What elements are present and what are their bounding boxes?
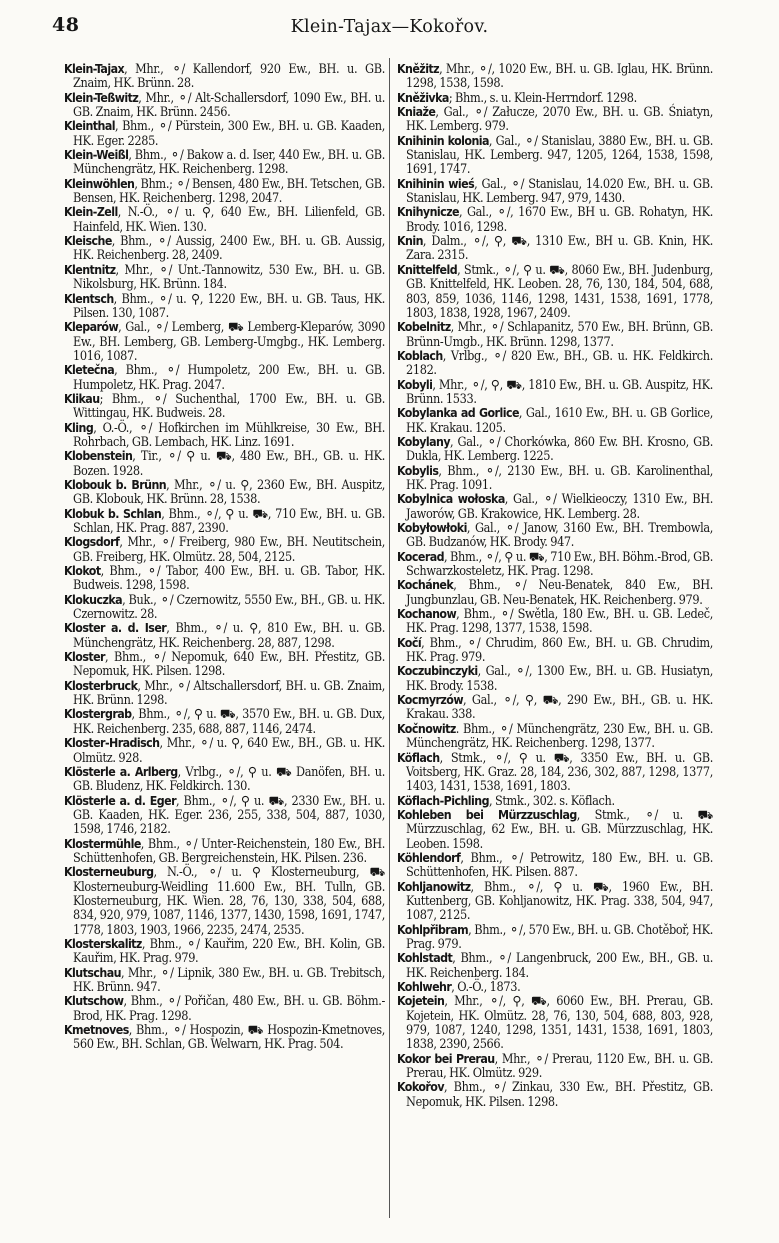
- place-name: Kočnowitz: [397, 721, 456, 736]
- place-details: , O.-Ö., 1873.: [451, 979, 521, 994]
- place-name: Klosterbruck: [64, 678, 138, 693]
- place-details: , Bhm., ⚬/, 2130 Ew., BH. u. GB. Karolinenthal, HK. Prag. 1091.: [406, 462, 713, 492]
- place-name: Klösterle a. d. Eger: [64, 793, 176, 808]
- place-name: Kleinthal: [64, 119, 116, 134]
- place-details: , Tir., ⚬/ ⚲ u. ⛟, 480 Ew., BH., GB. u. HK. Bozen. 1928.: [73, 448, 385, 478]
- place-entry: [64, 205, 385, 234]
- place-entry: [64, 865, 385, 937]
- place-entry: [64, 650, 385, 679]
- place-details: , Mhr., ⚬/ u. ⚲, 2360 Ew., BH. Auspitz, GB. Klobouk, HK. Brünn. 28, 1538.: [73, 476, 385, 507]
- place-name: Kloster a. d. Iser: [64, 621, 167, 636]
- place-details: , Gal., ⚬/ Janow, 3160 Ew., BH. Trembowla, GB. Budzanów, HK. Brody. 947.: [406, 520, 713, 550]
- place-details: , Bhm.; ⚬/ Bensen, 480 Ew., BH. Tetschen, GB. Bensen, HK. Reichenberg. 1298, 2047.: [73, 175, 385, 206]
- place-name: Kochanow: [397, 607, 457, 622]
- place-entry: [64, 937, 385, 966]
- page-number: 48: [52, 14, 80, 36]
- place-details: , Gal., ⚬/, ⚲, ⛟, 290 Ew., BH., GB. u. HK. Krakau. 338.: [406, 692, 713, 722]
- place-details: , Bhm., ⚬/ Zinkau, 330 Ew., BH. Přestitz, GB. Nepomuk, HK. Pilsen. 1298.: [406, 1079, 713, 1109]
- place-entry: [64, 507, 385, 536]
- place-entry: [397, 607, 713, 636]
- place-name: Koblach: [397, 348, 443, 363]
- place-entry: [64, 621, 385, 650]
- place-entry: [64, 966, 385, 995]
- place-entry: [397, 636, 713, 665]
- left-column: [64, 62, 385, 1052]
- place-entry: [397, 62, 713, 91]
- place-details: , Bhm., ⚬/ Pürstein, 300 Ew., BH. u. GB. Kaaden, HK. Eger. 2285.: [73, 118, 385, 148]
- place-details: ; Bhm., ⚬/ Suchenthal, 1700 Ew., BH. u. GB. Wittingau, HK. Budweis. 28.: [73, 390, 385, 421]
- place-entry: [64, 535, 385, 564]
- place-name: Knittelfeld: [397, 262, 458, 277]
- place-name: Kochánek: [397, 578, 454, 593]
- place-entry: [397, 234, 713, 263]
- place-name: Klobuk b. Schlan: [64, 506, 162, 521]
- place-details: , Bhm., ⚬/, ⚲ u. ⛟, 710 Ew., BH. Böhm.-Brod, GB. Schwarzkosteletz, HK. Prag. 1298.: [406, 548, 713, 579]
- place-details: , Gal., ⚬/ Załucze, 2070 Ew., BH. u. GB. Śniatyn, HK. Lemberg. 979.: [406, 104, 713, 134]
- place-name: Kokořov: [397, 1080, 445, 1095]
- place-entry: [397, 808, 713, 851]
- place-details: , Stmk., ⚬/, ⚲ u. ⛟, 3350 Ew., BH. u. GB. Voitsberg, HK. Graz. 28, 184, 236, 302, 887, 1298, 1377, 1403, 1431, 1538, 1691, 1803.: [406, 749, 713, 794]
- place-entry: [397, 693, 713, 722]
- place-name: Klokot: [64, 564, 101, 579]
- place-entry: [397, 722, 713, 751]
- place-name: Köflach: [397, 750, 440, 765]
- column-divider: [389, 58, 390, 1218]
- place-name: Kleinwöhlen: [64, 176, 135, 191]
- place-entry: [397, 464, 713, 493]
- place-details: , Mhr., ⚬/ Kallendorf, 920 Ew., BH. u. GB. Znaim, HK. Brünn. 28.: [73, 61, 385, 91]
- place-name: Klosterneuburg: [64, 865, 154, 880]
- place-details: , Bhm., ⚬/ Langenbruck, 200 Ew., BH., GB. u. HK. Reichenberg. 184.: [406, 950, 713, 980]
- place-entry: [397, 951, 713, 980]
- place-entry: [64, 765, 385, 794]
- place-entry: [64, 148, 385, 177]
- place-name: Köflach-Pichling: [397, 793, 489, 808]
- place-details: . Bhm., ⚬/ Münchengrätz, 230 Ew., BH. u. GB. Münchengrätz, HK. Reichenberg. 1298, 1377.: [406, 720, 713, 751]
- place-details: , Bhm., ⚬/ Chrudim, 860 Ew., BH. u. GB. Chrudim, HK. Prag. 979.: [406, 634, 713, 665]
- place-entry: [397, 435, 713, 464]
- place-name: Kmetnoves: [64, 1023, 129, 1038]
- place-details: , Bhm., ⚬/ Aussig, 2400 Ew., BH. u. GB. Aussig, HK. Reichenberg. 28, 2409.: [73, 233, 385, 263]
- place-entry: [397, 378, 713, 407]
- place-entry: [64, 421, 385, 450]
- place-entry: [397, 406, 713, 435]
- place-entry: [64, 292, 385, 321]
- place-entry: [397, 578, 713, 607]
- place-entry: [64, 707, 385, 736]
- place-name: Kněžitz: [397, 62, 440, 76]
- place-name: Koczubinczyki: [397, 664, 478, 679]
- place-details: , Bhm., ⚬/ Nepomuk, 640 Ew., BH. Přestitz, GB. Nepomuk, HK. Pilsen. 1298.: [73, 649, 385, 679]
- place-entry: [64, 392, 385, 421]
- place-details: , Bhm., ⚬/, ⚲ u. ⛟, 2330 Ew., BH. u. GB. Kaaden, HK. Eger. 236, 255, 338, 504, 887, 1030, 1598, 1746, 2182.: [73, 792, 385, 837]
- place-entry: [397, 205, 713, 234]
- place-name: Kloster-Hradisch: [64, 736, 160, 751]
- place-name: Kobylnica wołoska: [397, 492, 505, 507]
- place-details: , Bhm., ⚬/, ⚲ u. ⛟, 710 Ew., BH. u. GB. Schlan, HK. Prag. 887, 2390.: [73, 505, 385, 535]
- place-details: , Bhm., ⚬/, 570 Ew., BH. u. GB. Chotěboř, HK. Prag. 979.: [406, 921, 713, 951]
- place-name: Kobylanka ad Gorlice: [397, 406, 519, 421]
- place-name: Kling: [64, 420, 94, 435]
- place-name: Klein-Tajax: [64, 62, 125, 76]
- place-details: , Mhr., ⚬/ Alt-Schallersdorf, 1090 Ew., BH. u. GB. Znaim, HK. Brünn. 2456.: [73, 89, 385, 120]
- place-name: Kleparów: [64, 320, 119, 335]
- place-entry: [64, 449, 385, 478]
- place-entry: [397, 521, 713, 550]
- place-entry: [397, 105, 713, 134]
- place-details: , Stmk., ⚬/, ⚲ u. ⛟, 8060 Ew., BH. Judenburg, GB. Knittelfeld, HK. Leoben. 28, 76, 130, 184, 504, 688, 803, 859, 1036, 1146, 1298, 1431, 1538, 1691, 1778, 1803, 1838, 1928, 1967, 2409.: [406, 261, 713, 320]
- place-name: Kočí: [397, 635, 422, 650]
- place-entry: [64, 679, 385, 708]
- place-details: , Gal., 1610 Ew., BH. u. GB Gorlice, HK. Krakau. 1205.: [406, 405, 713, 435]
- place-name: Kobyli: [397, 377, 433, 392]
- place-name: Klosterskalitz: [64, 936, 142, 951]
- place-name: Kohlstadt: [397, 951, 453, 966]
- place-details: , Bhm., ⚬/ Neu-Benatek, 840 Ew., BH. Jungbunzlau, GB. Neu-Benatek, HK. Reichenberg. 979.: [406, 577, 713, 607]
- place-entry: [64, 994, 385, 1023]
- place-entry: [64, 593, 385, 622]
- place-name: Kobylany: [397, 434, 451, 449]
- place-details: , Stmk., ⚬/ u. ⛟ Mürzzuschlag, 62 Ew., BH. u. GB. Mürzzuschlag, HK. Leoben. 1598.: [406, 806, 714, 851]
- place-details: , Bhm., ⚬/ Kauřim, 220 Ew., BH. Kolin, GB. Kauřim, HK. Prag. 979.: [73, 935, 385, 966]
- place-name: Knin: [397, 234, 423, 249]
- place-name: Kohlwehr: [397, 980, 452, 994]
- place-entry: [397, 664, 713, 693]
- place-name: Kohljanowitz: [397, 879, 471, 894]
- place-entry: [397, 923, 713, 952]
- place-name: Klein-Teßwitz: [64, 90, 139, 105]
- place-details: , Mhr., ⚬/, ⚲, ⛟, 1810 Ew., BH. u. GB. Auspitz, HK. Brünn. 1533.: [406, 376, 713, 406]
- place-name: Kobyłowłoki: [397, 521, 467, 535]
- place-name: Kněživka: [397, 90, 449, 105]
- place-details: , Gal., ⚬/ Chorkówka, 860 Ew. BH. Krosno, GB. Dukla, HK. Lemberg. 1225.: [406, 433, 713, 464]
- place-details: , Bhm., ⚬/ Bakow a. d. Iser, 440 Ew., BH. u. GB. Münchengrätz, HK. Reichenberg. 1298.: [73, 147, 385, 177]
- place-details: , Mhr., ⚬/, 1020 Ew., BH. u. GB. Iglau, HK. Brünn. 1298, 1538, 1598.: [406, 61, 713, 91]
- place-details: , N.-Ö., ⚬/ u. ⚲, 640 Ew., BH. Lilienfeld, GB. Hainfeld, HK. Wien. 130.: [73, 204, 385, 234]
- place-name: Klösterle a. Arlberg: [64, 764, 178, 779]
- place-entry: [64, 62, 385, 91]
- place-name: Kohlpřibram: [397, 922, 469, 937]
- place-details: , Vrlbg., ⚬/, ⚲ u. ⛟ Danöfen, BH. u. GB. Bludenz, HK. Feldkirch. 130.: [73, 763, 386, 794]
- place-details: , Stmk., 302. s. Köflach.: [488, 792, 615, 808]
- place-entry: [64, 564, 385, 593]
- place-name: Klokuczka: [64, 592, 123, 607]
- place-details: , Mhr., ⚬/ Unt.-Tannowitz, 530 Ew., BH. u. GB. Nikolsburg, HK. Brünn. 184.: [73, 261, 385, 292]
- place-entry: [397, 349, 713, 378]
- place-entry: [397, 263, 713, 320]
- place-details: , Bhm., ⚬/ u. ⚲, 1220 Ew., BH. u. GB. Taus, HK. Pilsen. 130, 1087.: [73, 290, 385, 320]
- place-name: Knihinin kolonia: [397, 133, 489, 148]
- place-name: Klostermühle: [64, 836, 141, 851]
- place-entry: [64, 794, 385, 837]
- place-entry: [397, 134, 713, 177]
- place-name: Klein-Zell: [64, 205, 118, 220]
- place-details: , Buk., ⚬/ Czernowitz, 5550 Ew., BH., GB. u. HK. Czernowitz. 28.: [73, 591, 385, 622]
- place-name: Kobelnitz: [397, 320, 451, 335]
- place-details: , Mhr., ⚬/ Schlapanitz, 570 Ew., BH. Brünn, GB. Brünn-Umgb., HK. Brünn. 1298, 1377.: [406, 319, 713, 349]
- place-entry: [397, 751, 713, 794]
- place-details: , Mhr., ⚬/, ⚲, ⛟, 6060 Ew., BH. Prerau, GB. Kojetein, HK. Olmütz. 28, 76, 130, 504, 688, 803, 928, 979, 1087, 1240, 1298, 1351, 1431, 1538, 1691, 1803, 1838, 2390, 2566.: [406, 993, 713, 1052]
- place-entry: [64, 119, 385, 148]
- place-name: Kocerad: [397, 549, 445, 564]
- place-entry: [397, 994, 713, 1051]
- place-name: Knihynicze: [397, 205, 459, 220]
- place-details: , O.-Ö., ⚬/ Hofkirchen im Mühlkreise, 30 Ew., BH. Rohrbach, GB. Lembach, HK. Linz. 1691.: [73, 419, 385, 449]
- place-name: Kloster: [64, 650, 105, 665]
- place-entry: [64, 234, 385, 263]
- place-entry: [397, 550, 713, 579]
- place-name: Klutschow: [64, 994, 124, 1009]
- place-entry: [64, 177, 385, 206]
- place-name: Klobouk b. Brünn: [64, 477, 167, 492]
- place-entry: [397, 794, 713, 808]
- place-entry: [397, 91, 713, 105]
- place-entry: [64, 1023, 385, 1052]
- place-name: Klikau: [64, 391, 100, 406]
- place-name: Klentnitz: [64, 262, 116, 277]
- place-details: , Bhm., ⚬/ Swětla, 180 Ew., BH. u. GB. Ledeč, HK. Prag. 1298, 1377, 1538, 1598.: [406, 606, 713, 636]
- place-details: , Mhr., ⚬/ Prerau, 1120 Ew., BH. u. GB. Prerau, HK. Olmütz. 929.: [406, 1050, 713, 1081]
- place-name: Klein-Weißl: [64, 148, 129, 163]
- place-details: , Bhm., ⚬/ Tabor, 400 Ew., BH. u. GB. Tabor, HK. Budweis. 1298, 1598.: [73, 563, 385, 593]
- place-details: , Bhm., ⚬/ u. ⚲, 810 Ew., BH. u. GB. Münchengrätz, HK. Reichenberg. 28, 887, 1298.: [73, 620, 385, 650]
- place-entry: [397, 492, 713, 521]
- place-entry: [397, 1080, 713, 1109]
- place-entry: [64, 478, 385, 507]
- place-entry: [397, 177, 713, 206]
- place-name: Klostergrab: [64, 707, 132, 722]
- place-details: , Bhm., ⚬/ Petrowitz, 180 Ew., BH. u. GB. Schüttenhofen, HK. Pilsen. 887.: [406, 849, 713, 880]
- place-details: , Gal., ⚬/ Lemberg, ⛟ Lemberg-Kleparów, 3090 Ew., BH. Lemberg, GB. Lemberg-Umgbg., HK. Lemberg. 1016, 1087.: [73, 319, 385, 363]
- place-details: , Bhm., ⚬/, ⚲ u. ⛟, 3570 Ew., BH. u. GB. Dux, HK. Reichenberg. 235, 688, 887, 1146, 2474.: [73, 706, 385, 736]
- place-details: , Bhm., ⚬/ Hospozin, ⛟ Hospozin-Kmetnoves, 560 Ew., BH. Schlan, GB. Welwarn, HK. Prag. 504.: [73, 1022, 385, 1052]
- place-name: Knihinin wieś: [397, 176, 475, 191]
- place-name: Klogsdorf: [64, 535, 120, 550]
- place-name: Klentsch: [64, 291, 114, 306]
- place-details: , Gal., ⚬/ Stanislau, 3880 Ew., BH. u. GB. Stanislau, HK. Lemberg. 947, 1205, 1264, 1538, 1598, 1691, 1747.: [406, 132, 713, 177]
- place-entry: [397, 880, 713, 923]
- place-details: , Vrlbg., ⚬/ 820 Ew., BH., GB. u. HK. Feldkirch. 2182.: [406, 347, 713, 378]
- place-details: , Mhr., ⚬/ Lipnik, 380 Ew., BH. u. GB. Trebitsch, HK. Brünn. 947.: [73, 964, 385, 994]
- place-entry: [64, 363, 385, 392]
- place-name: Kletečna: [64, 363, 115, 378]
- place-name: Kocmyrzów: [397, 693, 464, 708]
- place-details: , Mhr., ⚬/ Altschallersdorf, BH. u. GB. Znaim, HK. Brünn. 1298.: [73, 677, 385, 708]
- place-name: Köhlendorf: [397, 850, 461, 865]
- place-details: , Dalm., ⚬/, ⚲, ⛟, 1310 Ew., BH u. GB. Knin, HK. Zara. 2315.: [406, 233, 713, 263]
- place-details: , Gal., ⚬/, 1300 Ew., BH. u. GB. Husiatyn, HK. Brody. 1538.: [406, 663, 713, 693]
- place-entry: [64, 91, 385, 120]
- right-column: [397, 62, 713, 1109]
- place-name: Kohleben bei Mürzzuschlag: [397, 807, 577, 822]
- place-entry: [397, 320, 713, 349]
- place-name: Kojetein: [397, 994, 445, 1009]
- place-details: , Bhm., ⚬/ Unter-Reichenstein, 180 Ew., BH. Schüttenhofen, GB. Bergreichenstein, HK. Pilsen. 236.: [73, 835, 385, 865]
- place-name: Kobylis: [397, 463, 439, 478]
- place-entry: [64, 736, 385, 765]
- place-name: Kleische: [64, 234, 112, 249]
- place-entry: [64, 263, 385, 292]
- place-details: , Gal., ⚬/ Wielkieoczy, 1310 Ew., BH. Jaworów, GB. Krakowice, HK. Lemberg. 28.: [406, 491, 714, 521]
- place-entry: [397, 851, 713, 880]
- place-details: , Bhm., ⚬/ Humpoletz, 200 Ew., BH. u. GB. Humpoletz, HK. Prag. 2047.: [73, 362, 385, 392]
- place-name: Kniaže: [397, 105, 436, 120]
- running-title: Klein-Tajax—Kokořov.: [290, 17, 489, 37]
- place-details: , Mhr., ⚬/ u. ⚲, 640 Ew., BH., GB. u. HK. Olmütz. 928.: [73, 735, 385, 765]
- place-entry: [397, 980, 713, 994]
- place-entry: [64, 320, 385, 363]
- place-details: , Bhm., ⚬/, ⚲ u. ⛟, 1960 Ew., BH. Kuttenberg, GB. Kohljanowitz, HK. Prag. 338, 504, 947, 1087, 2125.: [406, 878, 713, 923]
- place-details: ; Bhm., s. u. Klein-Herrndorf. 1298.: [448, 89, 637, 105]
- place-details: , Gal., ⚬/ Stanislau, 14.020 Ew., BH. u. GB. Stanislau, HK. Lemberg. 947, 979, 1430.: [406, 175, 713, 206]
- place-details: , N.-Ö., ⚬/ u. ⚲ Klosterneuburg, ⛟ Klosterneuburg-Weidling 11.600 Ew., BH. Tulln, GB. Klosterneuburg, HK. Wien. 28, 76, 130, 338, 504, 688, 834, 920, 979, 1087, 1146, 1377, 1430, 1598, 1691, 1747, 1778, 1803, 1903, 1966, 2235, 2474, 2535.: [73, 864, 385, 937]
- place-name: Klobenstein: [64, 449, 133, 464]
- place-details: , Gal., ⚬/, 1670 Ew., BH u. GB. Rohatyn, HK. Brody. 1016, 1298.: [406, 204, 713, 234]
- place-details: , Bhm., ⚬/ Pořičan, 480 Ew., BH. u. GB. Böhm.-Brod, HK. Prag. 1298.: [73, 993, 385, 1023]
- place-name: Kokor bei Prerau: [397, 1051, 495, 1066]
- place-entry: [397, 1052, 713, 1081]
- place-name: Klutschau: [64, 965, 121, 980]
- place-details: , Mhr., ⚬/ Freiberg, 980 Ew., BH. Neutitschein, GB. Freiberg, HK. Olmütz. 28, 504, 2125.: [73, 534, 385, 564]
- place-entry: [64, 837, 385, 866]
